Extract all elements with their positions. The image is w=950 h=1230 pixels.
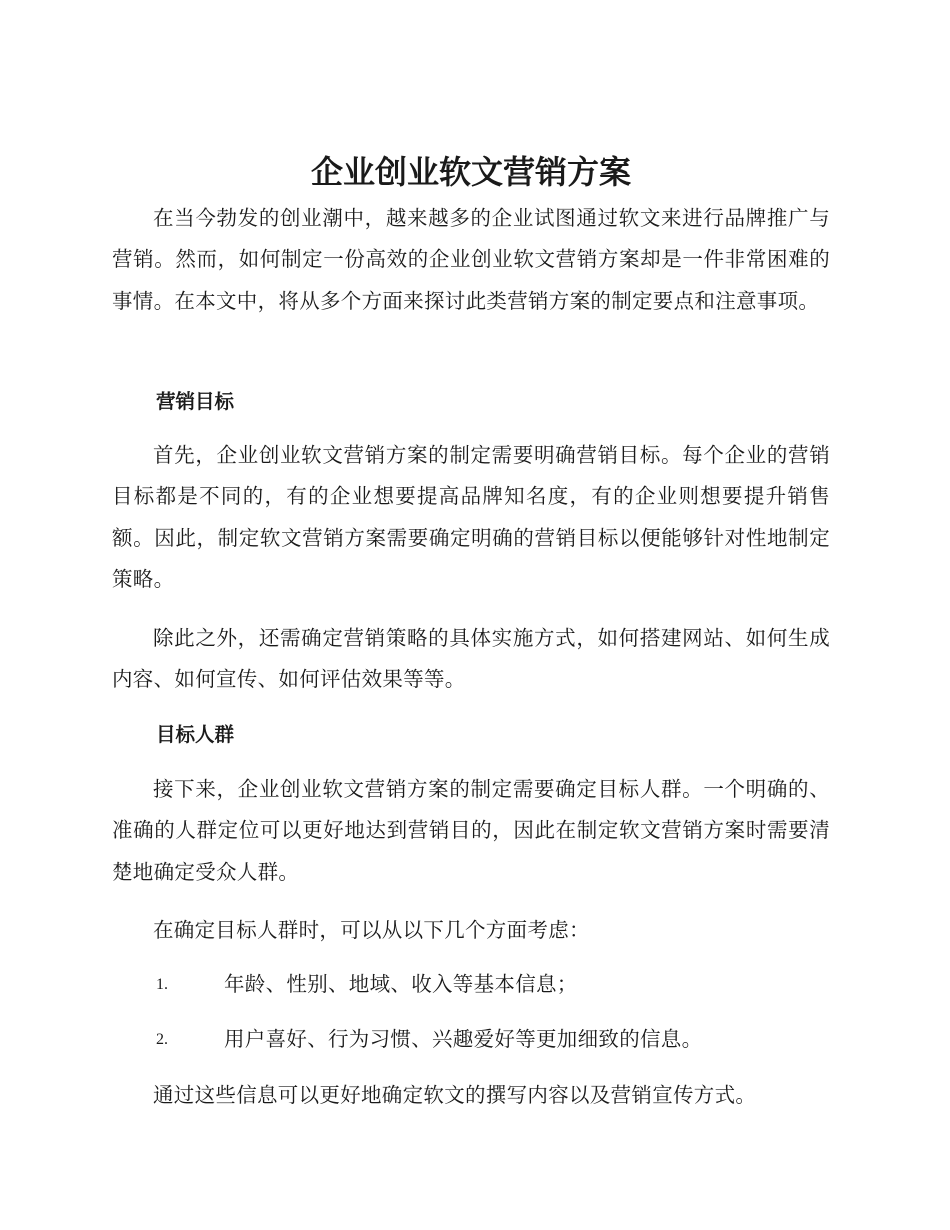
list-text: 用户喜好、行为习惯、兴趣爱好等更加细致的信息。 [224, 1027, 703, 1051]
intro-paragraph: 在当今勃发的创业潮中，越来越多的企业试图通过软文来进行品牌推广与营销。然而，如何制定一份高效的企业创业软文营销方案却是一件非常困难的事情。在本文中，将从多个方面来探讨此类营销方案的制定要点和注意事项。 [112, 206, 830, 313]
paragraph: 在确定目标人群时，可以从以下几个方面考虑： [153, 918, 590, 942]
paragraph: 首先，企业创业软文营销方案的制定需要明确营销目标。每个企业的营销目标都是不同的，有的企业想要提高品牌知名度，有的企业则想要提升销售额。因此，制定软文营销方案需要确定明确的营销目标以便能够针对性地制定策略。 [112, 443, 830, 591]
list-number: 2. [156, 1031, 168, 1048]
closing-paragraph: 通过这些信息可以更好地确定软文的撰写内容以及营销宣传方式。 [153, 1083, 757, 1107]
list-number: 1. [156, 976, 168, 993]
section-heading-target-audience: 目标人群 [156, 723, 235, 746]
list-text: 年龄、性别、地域、收入等基本信息； [224, 972, 578, 996]
section-heading-marketing-goals: 营销目标 [156, 390, 235, 413]
document-title: 企业创业软文营销方案 [310, 153, 631, 191]
paragraph: 接下来，企业创业软文营销方案的制定需要确定目标人群。一个明确的、准确的人群定位可以更好地达到营销目的，因此在制定软文营销方案时需要清楚地确定受众人群。 [112, 777, 830, 884]
paragraph: 除此之外，还需确定营销策略的具体实施方式，如何搭建网站、如何生成内容、如何宣传、如何评估效果等等。 [112, 626, 830, 692]
